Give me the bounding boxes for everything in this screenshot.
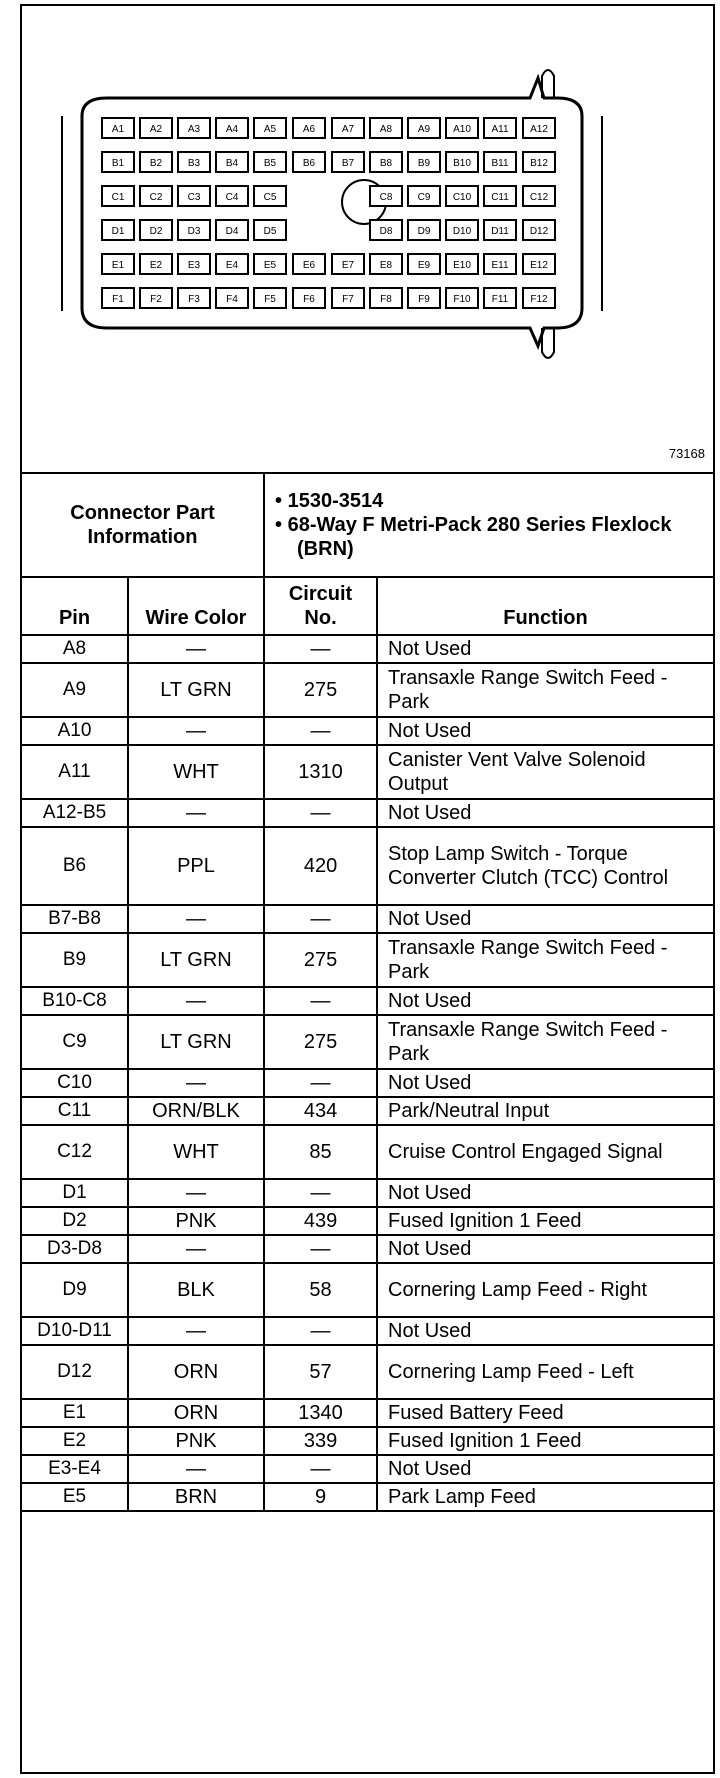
pin-label: B8 [379, 158, 393, 169]
pin-cell: C10 [22, 1069, 128, 1097]
pin-label: C1 [111, 192, 125, 203]
pin-label: D12 [529, 226, 549, 237]
pin-label: E5 [263, 260, 277, 271]
circuit-no-cell: — [264, 1179, 377, 1207]
wire-color-cell: PNK [128, 1207, 264, 1235]
pin-label: D5 [263, 226, 277, 237]
circuit-no-cell: 275 [264, 933, 377, 987]
pin-label: C10 [452, 192, 472, 203]
pin-label: C3 [187, 192, 201, 203]
pin-cell: C11 [22, 1097, 128, 1125]
table-row [22, 799, 713, 827]
pin-label: F3 [188, 294, 200, 305]
pin-label: F9 [418, 294, 430, 305]
table-row [22, 987, 713, 1015]
circuit-no-cell: — [264, 799, 377, 827]
connector-info-bullets [264, 473, 713, 577]
function-cell: Not Used [377, 635, 713, 663]
pin-cell: D9 [22, 1263, 128, 1317]
pin-label: D1 [111, 226, 125, 237]
wire-color-cell: PPL [128, 827, 264, 905]
pin-label: F8 [380, 294, 392, 305]
pin-label: F2 [150, 294, 162, 305]
pin-cell: E5 [22, 1483, 128, 1511]
pin-label: A4 [225, 124, 239, 135]
wire-color-cell: ORN [128, 1399, 264, 1427]
pin-label: A3 [187, 124, 201, 135]
pin-cell: B7-B8 [22, 905, 128, 933]
table-row [22, 1069, 713, 1097]
wire-color-cell: WHT [128, 1125, 264, 1179]
table-row [22, 745, 713, 799]
pin-label: B2 [149, 158, 163, 169]
pin-label: A6 [302, 124, 316, 135]
pin-cell: A10 [22, 717, 128, 745]
circuit-no-cell: 1310 [264, 745, 377, 799]
table-row [22, 1455, 713, 1483]
function-cell: Not Used [377, 987, 713, 1015]
pin-label: A7 [341, 124, 355, 135]
table-row [22, 1263, 713, 1317]
table-row [22, 827, 713, 905]
function-cell: Not Used [377, 1069, 713, 1097]
pin-cell: B6 [22, 827, 128, 905]
function-cell: Fused Ignition 1 Feed [377, 1207, 713, 1235]
pin-label: E2 [149, 260, 163, 271]
pin-label: E1 [111, 260, 125, 271]
pin-label: F6 [303, 294, 315, 305]
wire-color-cell: — [128, 635, 264, 663]
pin-label: F12 [530, 294, 548, 305]
pin-label: D9 [417, 226, 431, 237]
circuit-no-cell: 85 [264, 1125, 377, 1179]
pin-label: D11 [491, 226, 509, 237]
function-cell: Park/Neutral Input [377, 1097, 713, 1125]
circuit-no-cell: — [264, 635, 377, 663]
pin-label: B5 [263, 158, 277, 169]
pin-label: A10 [453, 124, 471, 135]
wire-color-cell: LT GRN [128, 933, 264, 987]
table-row [22, 1483, 713, 1511]
function-cell: Not Used [377, 1455, 713, 1483]
table-row [22, 1097, 713, 1125]
circuit-no-cell: 275 [264, 1015, 377, 1069]
pin-label: A9 [417, 124, 431, 135]
pin-label: B6 [302, 158, 316, 169]
pin-label: B12 [530, 158, 548, 169]
circuit-no-cell: — [264, 987, 377, 1015]
pin-cell: A11 [22, 745, 128, 799]
pin-cell: A8 [22, 635, 128, 663]
function-cell: Canister Vent Valve Solenoid Output [377, 745, 713, 799]
wire-color-cell: — [128, 799, 264, 827]
function-cell: Not Used [377, 1317, 713, 1345]
wire-color-cell: LT GRN [128, 663, 264, 717]
pin-cell: E2 [22, 1427, 128, 1455]
wire-color-cell: — [128, 1235, 264, 1263]
wire-color-cell: BLK [128, 1263, 264, 1317]
pin-label: C8 [379, 192, 393, 203]
circuit-no-cell: — [264, 1235, 377, 1263]
wire-color-cell: WHT [128, 745, 264, 799]
circuit-no-cell: — [264, 717, 377, 745]
pin-label: B1 [111, 158, 125, 169]
pin-label: D10 [452, 226, 472, 237]
pin-cell: D3-D8 [22, 1235, 128, 1263]
wire-color-cell: ORN/BLK [128, 1097, 264, 1125]
function-cell: Fused Ignition 1 Feed [377, 1427, 713, 1455]
pin-label: C11 [491, 192, 509, 203]
pin-label: C12 [529, 192, 549, 203]
wire-color-cell: — [128, 1179, 264, 1207]
pin-label: F5 [264, 294, 276, 305]
pin-label: B11 [491, 158, 509, 169]
pin-label: E9 [417, 260, 431, 271]
circuit-no-cell: 57 [264, 1345, 377, 1399]
function-cell: Park Lamp Feed [377, 1483, 713, 1511]
function-cell: Not Used [377, 905, 713, 933]
wire-color-cell: PNK [128, 1427, 264, 1455]
function-cell: Transaxle Range Switch Feed - Park [377, 933, 713, 987]
pin-label: E3 [187, 260, 201, 271]
function-cell: Cornering Lamp Feed - Left [377, 1345, 713, 1399]
pin-label: D2 [149, 226, 163, 237]
pin-label: D4 [225, 226, 239, 237]
pin-label: E4 [225, 260, 239, 271]
wire-color-cell: — [128, 1317, 264, 1345]
wire-color-cell: BRN [128, 1483, 264, 1511]
connector-info-label: Connector Part Information [22, 473, 264, 577]
table-row [22, 933, 713, 987]
pin-cell: D10-D11 [22, 1317, 128, 1345]
pin-cell: C9 [22, 1015, 128, 1069]
function-cell: Not Used [377, 799, 713, 827]
pin-label: E11 [491, 260, 509, 271]
connector-document [20, 4, 715, 1774]
pin-label: E7 [341, 260, 355, 271]
pin-cell: E1 [22, 1399, 128, 1427]
pin-cell: B9 [22, 933, 128, 987]
function-cell: Stop Lamp Switch - Torque Converter Clutch (TCC) Control [377, 827, 713, 905]
table-row [22, 717, 713, 745]
pin-label: B9 [417, 158, 431, 169]
function-cell: Not Used [377, 1179, 713, 1207]
circuit-no-cell: 339 [264, 1427, 377, 1455]
circuit-no-cell: 1340 [264, 1399, 377, 1427]
table-row [22, 1317, 713, 1345]
pin-cell: D1 [22, 1179, 128, 1207]
circuit-no-cell: — [264, 1069, 377, 1097]
table-row [22, 1235, 713, 1263]
pin-label: F10 [453, 294, 471, 305]
wire-color-cell: — [128, 905, 264, 933]
table-row [22, 1125, 713, 1179]
function-cell: Cruise Control Engaged Signal [377, 1125, 713, 1179]
circuit-no-cell: 58 [264, 1263, 377, 1317]
pin-label: B4 [225, 158, 239, 169]
table-row [22, 1207, 713, 1235]
connector-description: • 68-Way F Metri-Pack 280 Series Flexlock (BRN) [275, 514, 672, 560]
pin-label: C2 [149, 192, 163, 203]
pin-label: F11 [491, 294, 509, 305]
pin-label: E6 [302, 260, 316, 271]
pin-label: C4 [225, 192, 239, 203]
wire-color-cell: — [128, 987, 264, 1015]
header-function: Function [377, 577, 713, 635]
pin-label: B3 [187, 158, 201, 169]
wire-color-cell: — [128, 717, 264, 745]
header-wire-color: Wire Color [128, 577, 264, 635]
wire-color-cell: — [128, 1455, 264, 1483]
circuit-no-cell: 434 [264, 1097, 377, 1125]
circuit-no-cell: 9 [264, 1483, 377, 1511]
pin-label: B7 [341, 158, 355, 169]
part-number: • 1530-3514 [275, 490, 384, 512]
function-cell: Transaxle Range Switch Feed - Park [377, 663, 713, 717]
table-row [22, 1399, 713, 1427]
function-cell: Transaxle Range Switch Feed - Park [377, 1015, 713, 1069]
connector-diagram [22, 6, 713, 474]
table-row [22, 635, 713, 663]
pin-cell: D12 [22, 1345, 128, 1399]
pin-label: E12 [530, 260, 548, 271]
figure-number: 73168 [668, 446, 705, 461]
table-row [22, 1345, 713, 1399]
pin-label: A11 [491, 124, 509, 135]
pin-label: F7 [342, 294, 354, 305]
pin-cell: A12-B5 [22, 799, 128, 827]
header-circuit-no: Circuit No. [264, 577, 377, 635]
table-row [22, 1015, 713, 1069]
table-row [22, 1179, 713, 1207]
function-cell: Fused Battery Feed [377, 1399, 713, 1427]
wire-color-cell: ORN [128, 1345, 264, 1399]
connector-face-drawing [22, 6, 713, 472]
circuit-no-cell: 420 [264, 827, 377, 905]
pin-label: C5 [263, 192, 277, 203]
pinout-table [22, 472, 713, 1512]
wire-color-cell: — [128, 1069, 264, 1097]
pin-label: A8 [379, 124, 393, 135]
table-row [22, 1427, 713, 1455]
pin-label: E8 [379, 260, 393, 271]
function-cell: Not Used [377, 717, 713, 745]
pin-cell: D2 [22, 1207, 128, 1235]
table-row [22, 905, 713, 933]
circuit-no-cell: — [264, 1455, 377, 1483]
header-pin: Pin [22, 577, 128, 635]
table-row [22, 663, 713, 717]
wire-color-cell: LT GRN [128, 1015, 264, 1069]
pin-label: A5 [263, 124, 277, 135]
pin-label: E10 [453, 260, 471, 271]
function-cell: Not Used [377, 1235, 713, 1263]
connector-info-row [22, 473, 713, 577]
pin-label: A12 [530, 124, 548, 135]
circuit-no-cell: — [264, 1317, 377, 1345]
pin-cell: B10-C8 [22, 987, 128, 1015]
pin-label: C9 [417, 192, 431, 203]
pin-label: D8 [379, 226, 393, 237]
pin-cell: E3-E4 [22, 1455, 128, 1483]
function-cell: Cornering Lamp Feed - Right [377, 1263, 713, 1317]
pin-label: F4 [226, 294, 238, 305]
circuit-no-cell: 439 [264, 1207, 377, 1235]
pin-cell: A9 [22, 663, 128, 717]
pin-label: A2 [149, 124, 163, 135]
pin-label: F1 [112, 294, 124, 305]
pin-label: D3 [187, 226, 201, 237]
pin-label: A1 [111, 124, 125, 135]
circuit-no-cell: 275 [264, 663, 377, 717]
pin-cell: C12 [22, 1125, 128, 1179]
circuit-no-cell: — [264, 905, 377, 933]
pin-label: B10 [453, 158, 471, 169]
header-row [22, 577, 713, 635]
